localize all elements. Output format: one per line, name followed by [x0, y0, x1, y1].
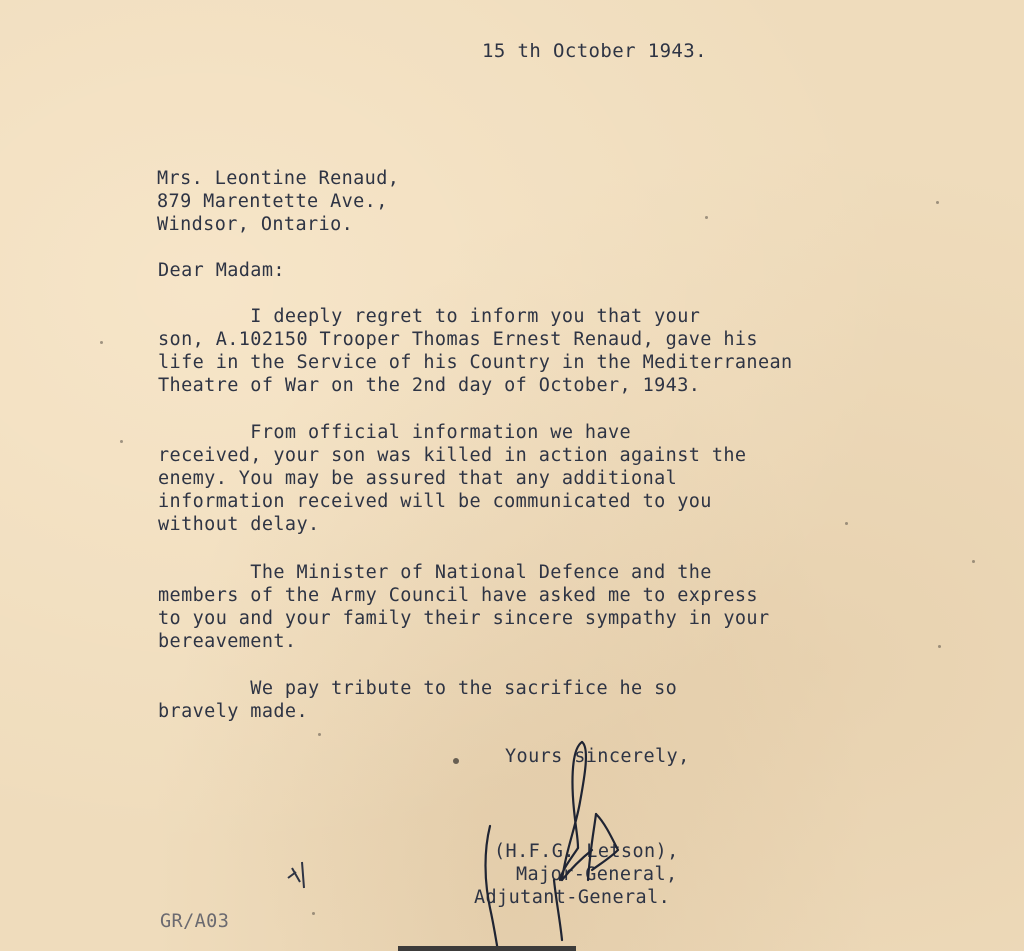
ink-mark [282, 858, 312, 892]
letter-date: 15 th October 1943. [482, 40, 707, 62]
paper-speck [938, 645, 941, 648]
scan-edge [398, 946, 576, 951]
paragraph-line: life in the Service of his Country in the Mediterranean [158, 352, 793, 373]
paper-speck [100, 341, 103, 344]
signatory-name: (H.F.G. Letson), [494, 841, 679, 862]
salutation: Dear Madam: [158, 260, 285, 281]
paragraph-line: members of the Army Council have asked me to express [158, 585, 758, 606]
recipient-line: Windsor, Ontario. [157, 214, 354, 235]
ink-speck [453, 758, 459, 764]
paragraph-line: From official information we have [158, 422, 632, 443]
paper-speck [705, 216, 708, 219]
signatory-rank: Major-General, [516, 864, 678, 885]
paper-speck [120, 440, 123, 443]
handwritten-signature [470, 730, 630, 951]
recipient-line: 879 Marentette Ave., [157, 191, 388, 212]
paragraph-line: We pay tribute to the sacrifice he so [158, 678, 678, 699]
paragraph-line: son, A.102150 Trooper Thomas Ernest Renaud, gave his [158, 329, 758, 350]
paragraph-line: bravely made. [158, 701, 308, 722]
paragraph-line: received, your son was killed in action against the [158, 445, 747, 466]
paragraph-line: bereavement. [158, 631, 297, 652]
paragraph-line: I deeply regret to inform you that your [158, 306, 701, 327]
paper-speck [312, 912, 315, 915]
reference-code: GR/A03 [160, 911, 230, 932]
paper-speck [972, 560, 975, 563]
paragraph-line: Theatre of War on the 2nd day of October, 1943. [158, 375, 701, 396]
closing: Yours sincerely, [505, 746, 690, 767]
paragraph-line: The Minister of National Defence and the [158, 562, 712, 583]
paragraph-line: without delay. [158, 514, 320, 535]
paper-speck [845, 522, 848, 525]
paragraph-line: enemy. You may be assured that any additional [158, 468, 678, 489]
paragraph-line: information received will be communicated to you [158, 491, 712, 512]
recipient-line: Mrs. Leontine Renaud, [157, 168, 400, 189]
signatory-title: Adjutant-General. [474, 887, 671, 908]
paragraph-line: to you and your family their sincere sympathy in your [158, 608, 770, 629]
paper-speck [318, 733, 321, 736]
paper-speck [936, 201, 939, 204]
